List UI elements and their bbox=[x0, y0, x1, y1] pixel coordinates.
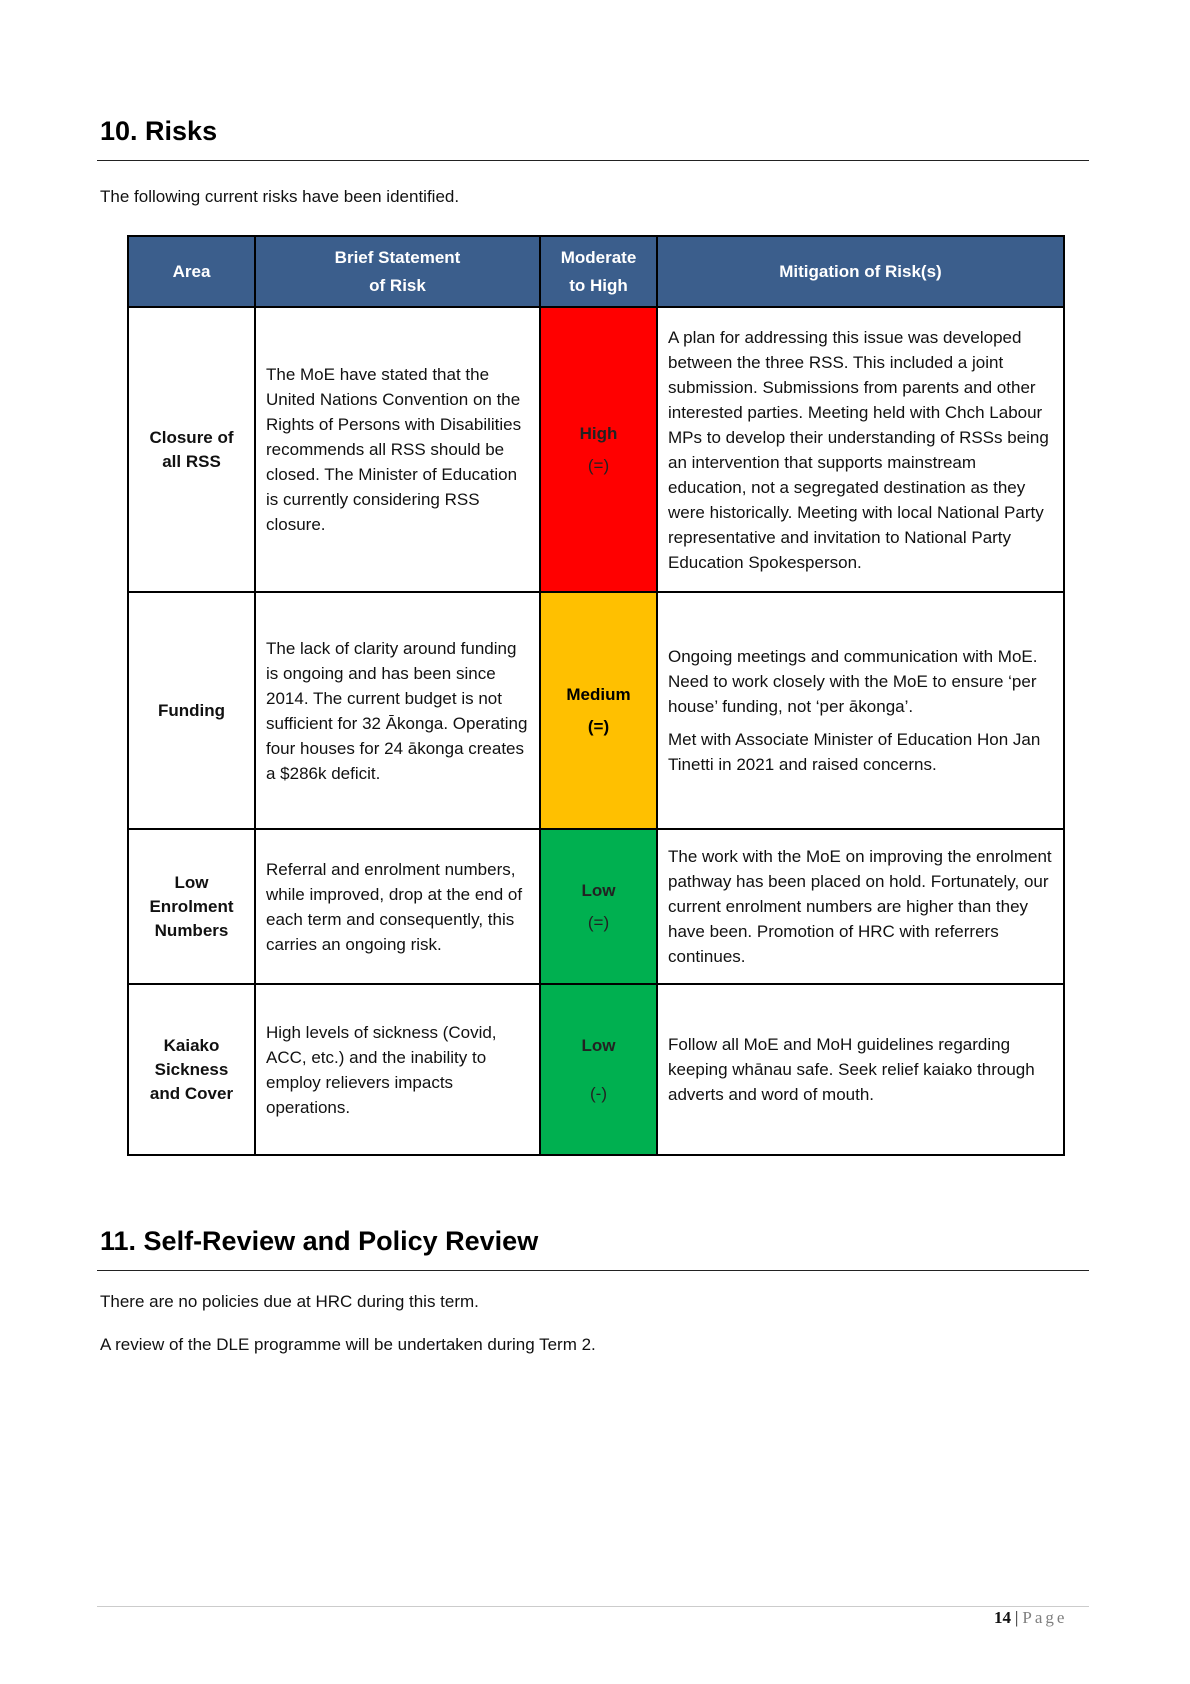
page-footer bbox=[994, 1608, 1067, 1628]
mitigation-cell bbox=[657, 592, 1064, 829]
area-line: Funding bbox=[157, 700, 226, 720]
mitigation-cell: The work with the MoE on improving the enrolment pathway has been placed on hold. Fortunately, our current enrolment numbers are higher than they have been. Promotion of HRC with referrers continues. bbox=[657, 829, 1064, 984]
statement-cell: The lack of clarity around funding is ongoing and has been since 2014. The current budget is not sufficient for 32 Ākonga. Operating four houses for 24 ākonga creates a $286k deficit. bbox=[255, 592, 540, 829]
risk-trend-label: (=) bbox=[587, 455, 610, 475]
area-line: Low bbox=[174, 872, 209, 892]
heading-rule bbox=[97, 1270, 1089, 1271]
section-11-paragraph-1: There are no policies due at HRC during this term. bbox=[100, 1292, 479, 1311]
area-line: Kaiako bbox=[163, 1035, 220, 1055]
risk-table bbox=[127, 235, 1065, 1156]
header-statement-line1: Brief Statement bbox=[334, 247, 461, 267]
header-mitigation bbox=[657, 236, 1064, 307]
table-row bbox=[128, 829, 1064, 984]
section-10-heading: 10. Risks bbox=[100, 116, 218, 146]
risk-level-label: High bbox=[579, 423, 618, 443]
section-11-heading: 11. Self-Review and Policy Review bbox=[100, 1226, 539, 1256]
area-line: Numbers bbox=[154, 920, 229, 940]
mitigation-cell: Follow all MoE and MoH guidelines regarding keeping whānau safe. Seek relief kaiako through adverts and word of mouth. bbox=[657, 984, 1064, 1155]
area-cell bbox=[128, 984, 255, 1155]
area-line: Enrolment bbox=[149, 896, 234, 916]
footer-rule bbox=[97, 1606, 1089, 1607]
header-statement bbox=[255, 236, 540, 307]
area-cell bbox=[128, 829, 255, 984]
page-label: Page bbox=[1022, 1608, 1068, 1627]
area-line: and Cover bbox=[149, 1083, 234, 1103]
area-line: Sickness bbox=[154, 1059, 229, 1079]
risk-trend-label: (=) bbox=[587, 716, 610, 736]
mitigation-paragraph: Met with Associate Minister of Education Hon Jan Tinetti in 2021 and raised concerns. bbox=[668, 730, 1041, 774]
header-level-line2: to High bbox=[569, 275, 628, 295]
risk-trend-label: (=) bbox=[587, 912, 610, 932]
area-cell bbox=[128, 307, 255, 592]
risk-level-label: Low bbox=[581, 880, 616, 900]
page-number: 14 bbox=[994, 1608, 1011, 1627]
header-mitigation-label: Mitigation of Risk(s) bbox=[779, 261, 942, 281]
header-level-line1: Moderate bbox=[560, 247, 637, 267]
risk-level-cell bbox=[540, 592, 657, 829]
statement-cell: Referral and enrolment numbers, while improved, drop at the end of each term and consequently, this carries an ongoing risk. bbox=[255, 829, 540, 984]
heading-rule bbox=[97, 160, 1089, 161]
statement-cell: High levels of sickness (Covid, ACC, etc.) and the inability to employ relievers impacts operations. bbox=[255, 984, 540, 1155]
header-area-label: Area bbox=[172, 261, 211, 281]
section-11-paragraph-2: A review of the DLE programme will be undertaken during Term 2. bbox=[100, 1335, 596, 1354]
risk-level-cell bbox=[540, 307, 657, 592]
mitigation-cell: A plan for addressing this issue was developed between the three RSS. This included a joint submission. Submissions from parents and other interested parties. Meeting held with Chch Labour MPs to develop their understanding of RSSs being an intervention that supports mainstream education, not a segregated destination as they were historically. Meeting with local National Party representative and invitation to National Party Education Spokesperson. bbox=[657, 307, 1064, 592]
risk-level-label: Low bbox=[581, 1035, 616, 1055]
header-area bbox=[128, 236, 255, 307]
risk-level-cell bbox=[540, 984, 657, 1155]
table-row bbox=[128, 307, 1064, 592]
risk-level-label: Medium bbox=[566, 684, 631, 704]
page-separator: | bbox=[1015, 1608, 1019, 1627]
statement-cell: The MoE have stated that the United Nations Convention on the Rights of Persons with Disabilities recommends all RSS should be closed. The Minister of Education is currently considering RSS closure. bbox=[255, 307, 540, 592]
header-level bbox=[540, 236, 657, 307]
table-row bbox=[128, 984, 1064, 1155]
area-line: all RSS bbox=[162, 451, 221, 471]
risk-trend-label: (-) bbox=[590, 1083, 607, 1103]
risk-level-cell bbox=[540, 829, 657, 984]
risk-table-header-row bbox=[128, 236, 1064, 307]
mitigation-paragraph: Ongoing meetings and communication with MoE. Need to work closely with the MoE to ensure ‘per house’ funding, not ‘per ākonga’. bbox=[668, 647, 1038, 716]
table-row bbox=[128, 592, 1064, 829]
area-line: Closure of bbox=[149, 427, 234, 447]
header-statement-line2: of Risk bbox=[369, 275, 426, 295]
area-cell bbox=[128, 592, 255, 829]
paragraph-gap bbox=[668, 719, 1053, 727]
section-10-intro: The following current risks have been identified. bbox=[100, 187, 460, 206]
